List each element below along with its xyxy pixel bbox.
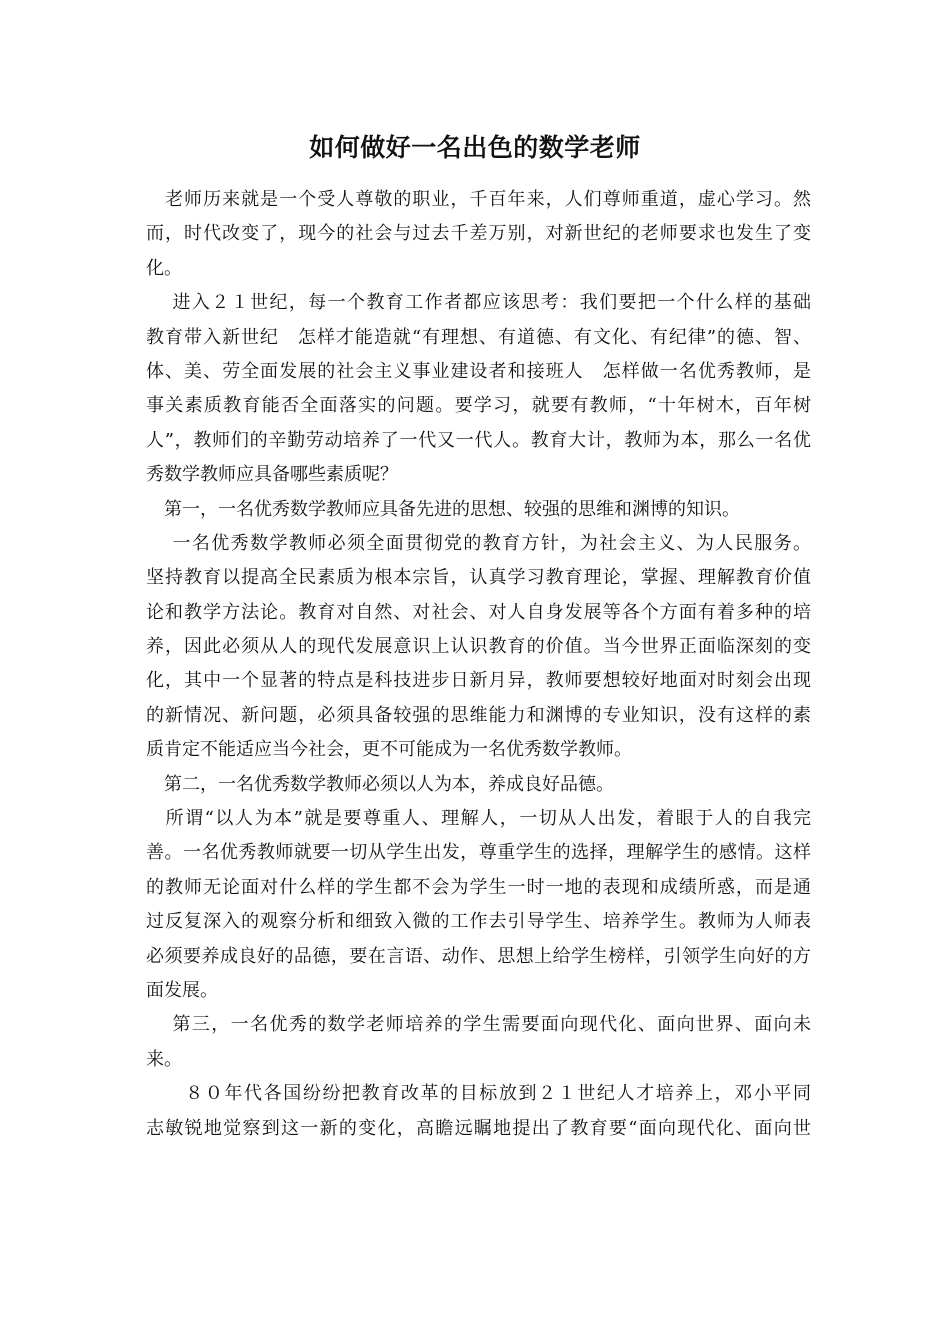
body-text-line: 养，因此必须从人的现代发展意识上认识教育的价值。当今世界正面临深刻的变 xyxy=(146,636,811,658)
body-text-line: 教育带入新世纪 怎样才能造就“有理想、有道德、有文化、有纪律”的德、智、 xyxy=(146,326,811,348)
body-text-line: 化。 xyxy=(146,257,182,279)
body-text-line: 论和教学方法论。教育对自然、对社会、对人自身发展等各个方面有着多种的培 xyxy=(146,601,811,623)
body-text-line: 善。一名优秀教师就要一切从学生出发，尊重学生的选择，理解学生的感情。这样 xyxy=(146,842,811,864)
body-text-line: 而，时代改变了，现今的社会与过去千差万别，对新世纪的老师要求也发生了变 xyxy=(146,223,811,245)
body-text-line: 过反复深入的观察分析和细致入微的工作去引导学生、培养学生。教师为人师表 xyxy=(146,911,811,933)
body-text-line: 人”，教师们的辛勤劳动培养了一代又一代人。教育大计，教师为本，那么一名优 xyxy=(146,429,811,451)
body-text-line: 志敏锐地觉察到这一新的变化，高瞻远瞩地提出了教育要“面向现代化、面向世 xyxy=(146,1117,811,1139)
body-text-line: 进入２１世纪，每一个教育工作者都应该思考：我们要把一个什么样的基础 xyxy=(146,292,811,314)
body-text-line: 质肯定不能适应当今社会，更不可能成为一名优秀数学教师。 xyxy=(146,739,632,761)
body-text-line: 来。 xyxy=(146,1048,182,1070)
body-text-line: 体、美、劳全面发展的社会主义事业建设者和接班人 怎样做一名优秀教师，是 xyxy=(146,360,811,382)
body-text-line: 事关素质教育能否全面落实的问题。要学习，就要有教师，“十年树木，百年树 xyxy=(146,395,811,417)
body-text-line: 第三，一名优秀的数学老师培养的学生需要面向现代化、面向世界、面向未 xyxy=(146,1014,811,1036)
body-text-line: 的新情况、新问题，必须具备较强的思维能力和渊博的专业知识，没有这样的素 xyxy=(146,704,811,726)
body-text-line: 老师历来就是一个受人尊敬的职业，千百年来，人们尊师重道，虚心学习。然 xyxy=(146,189,811,210)
document-title: 如何做好一名出色的数学老师 xyxy=(309,133,641,162)
body-text-line: 面发展。 xyxy=(146,979,218,1001)
body-text-line: 一名优秀数学教师必须全面贯彻党的教育方针，为社会主义、为人民服务。 xyxy=(146,532,811,554)
body-text-line: 第一，一名优秀数学教师应具备先进的思想、较强的思维和渊博的知识。 xyxy=(146,498,740,520)
body-text-line: 秀数学教师应具备哪些素质呢？ xyxy=(146,464,398,486)
body-text-line: 第二，一名优秀数学教师必须以人为本，养成良好品德。 xyxy=(146,773,614,795)
body-text-line: ８０年代各国纷纷把教育改革的目标放到２１世纪人才培养上，邓小平同 xyxy=(146,1083,811,1105)
document-body xyxy=(146,183,811,1146)
body-text-line: 化，其中一个显著的特点是科技进步日新月异，教师要想较好地面对时刻会出现 xyxy=(146,670,811,692)
body-text-line: 所谓“以人为本”就是要尊重人、理解人，一切从人出发，着眼于人的自我完 xyxy=(146,808,811,830)
body-text-line: 必须要养成良好的品德，要在言语、动作、思想上给学生榜样，引领学生向好的方 xyxy=(146,945,811,967)
body-text-line: 坚持教育以提高全民素质为根本宗旨，认真学习教育理论，掌握、理解教育价值 xyxy=(146,567,811,589)
body-text-line: 的教师无论面对什么样的学生都不会为学生一时一地的表现和成绩所惑，而是通 xyxy=(146,876,811,898)
